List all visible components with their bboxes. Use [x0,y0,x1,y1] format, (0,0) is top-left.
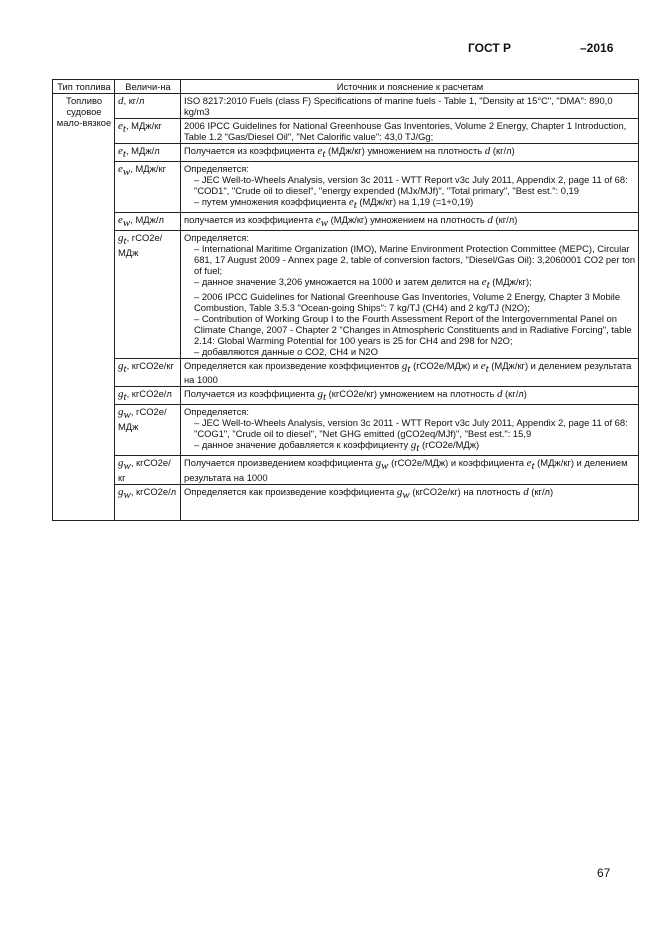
header-source: Источник и пояснение к расчетам [181,80,639,94]
quantity-cell: $g_t$, кгCO2e/л [115,387,181,405]
table-row [53,456,639,485]
table-row [53,212,639,230]
quantity-cell: $g_w$, гCO2e/МДж [115,405,181,456]
table-row [53,119,639,144]
table-row [53,161,639,212]
quantity-cell: $e_w$, МДж/кг [115,161,181,212]
quantity-cell: $g_t$, кгCO2e/кг [115,358,181,387]
table-row [53,485,639,521]
source-cell: Определяется как произведение коэффициента $g_w$ (кгCO2e/кг) на плотность d (кг/л) [181,485,639,521]
table-header-row [53,80,639,94]
table-row [53,230,639,358]
source-cell: получается из коэффициента $e_w$ (МДж/кг) умножением на плотность d (кг/л) [181,212,639,230]
quantity-cell: $e_w$, МДж/л [115,212,181,230]
source-cell: 2006 IPCC Guidelines for National Greenhouse Gas Inventories, Volume 2 Energy, Chapter 1 Introduction, Table 1.2 "Gas/Diesel Oil", "Net Calorific value": 43,0 TJ/Gg; [181,119,639,144]
source-cell: Определяется: – JEC Well-to-Wheels Analysis, version 3c 2011 - WTT Report v3c July 2011, Appendix 2, page 11 of 68: "COG1", "Crude oil to diesel", "Net GHG emitted (gCO2eq/MJf)", "Best est.": 15,9 – данное значение добавляется к коэффициенту $g_t$ (гCO2e/МДж) [181,405,639,456]
quantity-cell: $e_t$, МДж/л [115,144,181,162]
source-cell: Получается из коэффициента $e_t$ (МДж/кг) умножением на плотность d (кг/л) [181,144,639,162]
table-row [53,94,639,119]
source-cell: Получается из коэффициента $g_t$ (кгCO2e/кг) умножением на плотность d (кг/л) [181,387,639,405]
table-row [53,405,639,456]
table-row [53,144,639,162]
calculation-sources-table [52,79,639,521]
header-quantity: Величи-на [115,80,181,94]
quantity-cell: d, кг/л [115,94,181,119]
quantity-cell: $g_w$, кгCO2e/кг [115,456,181,485]
standard-label: ГОСТ Р [468,41,512,55]
page-number: 67 [597,866,611,880]
source-cell: Определяется: – JEC Well-to-Wheels Analysis, version 3c 2011 - WTT Report v3c July 2011, Appendix 2, page 11 of 68: "COD1", "Crude oil to diesel", "energy expended (MJx/MJf)", "Total primary", "Best est.": 0,19 – путем умножения коэффициента $e_t$ (МДж/кг) на 1,19 (=1+0,19) [181,161,639,212]
quantity-cell: $g_w$, кгCO2e/л [115,485,181,521]
source-cell: Определяется: – International Maritime Organization (IMO), Marine Environment Protection Committee (MEPC), Circular 681, 17 August 2009 - Annex page 2, table of conversion factors, "Diesel/Gas Oil): 3,2060001 CO2 per ton of fuel; – данное значение 3,206 умножается на 1000 и затем делится на $e_t$ (МДж/кг); – 2006 IPCC Guidelines for National Greenhouse Gas Inventories, Volume 2 Energy, Chapter 3 Mobile Combustion, Table 3.5.3 "Ocean-going Ships": 7 kg/TJ (CH4) and 2 kg/TJ (N2O); – Contribution of Working Group I to the Fourth Assessment Report of the Intergovernmental Panel on Climate Change, 2007 - Chapter 2 "Changes in Atmospheric Constituents and in Radiative Forcing", table 2.14: Global Warming Potential for 100 years is 25 for CH4 and 298 for N2O; – добавляются данные о CO2, CH4 и N2O [181,230,639,358]
source-cell: ISO 8217:2010 Fuels (class F) Specifications of marine fuels - Table 1, "Density at 15°C", "DMA": 890,0 kg/m3 [181,94,639,119]
quantity-cell: $e_t$, МДж/кг [115,119,181,144]
quantity-cell: $g_t$, гCO2e/МДж [115,230,181,358]
table-row [53,358,639,387]
header-fuel-type: Тип топлива [53,80,115,94]
source-cell: Определяется как произведение коэффициентов $g_t$ (гCO2e/МДж) и $e_t$ (МДж/кг) и делением результата на 1000 [181,358,639,387]
standard-year: –2016 [580,41,614,55]
table-row [53,387,639,405]
source-cell: Получается произведением коэффициента $g_w$ (гCO2e/МДж) и коэффициента $e_t$ (МДж/кг) и делением результата на 1000 [181,456,639,485]
fuel-type-cell: Топливо судовое мало-вязкое [53,94,115,521]
